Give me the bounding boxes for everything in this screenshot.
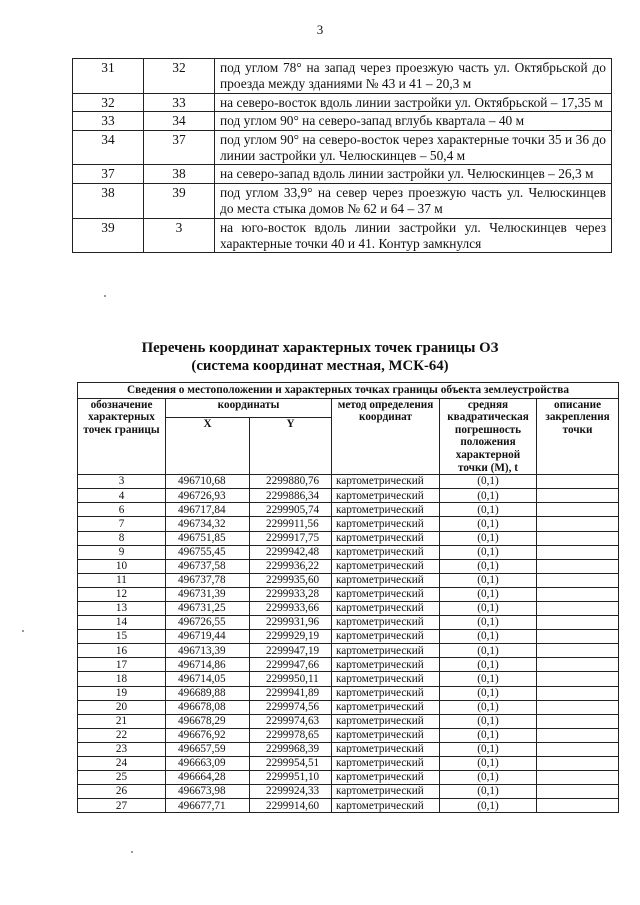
y-coordinate: 2299974,63 (250, 714, 332, 728)
boundary-from-point: 32 (73, 93, 144, 111)
table-row (78, 602, 619, 616)
point-number: 22 (78, 728, 166, 742)
x-coordinate: 496714,86 (166, 658, 250, 672)
boundary-row (73, 93, 612, 111)
boundary-from-point: 37 (73, 165, 144, 183)
y-coordinate: 2299880,76 (250, 475, 332, 489)
page-number: 3 (316, 22, 324, 37)
accuracy-cell: (0,1) (440, 503, 537, 517)
method-cell: картометрический (332, 616, 440, 630)
coordinates-header: координаты (166, 398, 332, 418)
point-number: 23 (78, 742, 166, 756)
point-number: 25 (78, 771, 166, 785)
description-cell (537, 602, 619, 616)
point-number: 6 (78, 503, 166, 517)
accuracy-cell: (0,1) (440, 545, 537, 559)
table-row (78, 757, 619, 771)
y-header: Y (250, 418, 332, 475)
coordinates-table-caption: Сведения о местоположении и характерных точках границы объекта землеустройства (78, 383, 619, 399)
x-coordinate: 496734,32 (166, 517, 250, 531)
method-cell: картометрический (332, 489, 440, 503)
method-header: метод определения координат (332, 398, 440, 475)
table-row (78, 799, 619, 813)
accuracy-cell: (0,1) (440, 785, 537, 799)
point-number: 11 (78, 573, 166, 587)
accuracy-cell: (0,1) (440, 587, 537, 601)
method-cell: картометрический (332, 602, 440, 616)
method-cell: картометрический (332, 658, 440, 672)
coordinates-subheading: (система координат местная, МСК-64) (191, 358, 449, 374)
description-cell (537, 587, 619, 601)
accuracy-cell: (0,1) (440, 630, 537, 644)
description-cell (537, 573, 619, 587)
point-number: 4 (78, 489, 166, 503)
x-coordinate: 496726,93 (166, 489, 250, 503)
point-number: 3 (78, 475, 166, 489)
method-cell: картометрический (332, 686, 440, 700)
point-header: обозначение характерных точек границы (78, 398, 166, 475)
y-coordinate: 2299931,96 (250, 616, 332, 630)
table-row (78, 630, 619, 644)
method-cell: картометрический (332, 799, 440, 813)
x-coordinate: 496664,28 (166, 771, 250, 785)
x-coordinate: 496663,09 (166, 757, 250, 771)
boundary-to-point: 37 (144, 130, 215, 165)
x-coordinate: 496689,88 (166, 686, 250, 700)
method-cell: картометрический (332, 728, 440, 742)
method-cell: картометрический (332, 757, 440, 771)
y-coordinate: 2299941,89 (250, 686, 332, 700)
table-row (78, 700, 619, 714)
y-coordinate: 2299950,11 (250, 672, 332, 686)
boundary-description: под углом 33,9° на север через проезжую часть ул. Челюскинцев до места стыка домов № 62 и 64 – 37 м (215, 183, 612, 218)
point-number: 17 (78, 658, 166, 672)
description-cell (537, 545, 619, 559)
y-coordinate: 2299914,60 (250, 799, 332, 813)
y-coordinate: 2299929,19 (250, 630, 332, 644)
description-cell (537, 672, 619, 686)
x-coordinate: 496719,44 (166, 630, 250, 644)
description-cell (537, 475, 619, 489)
description-cell (537, 700, 619, 714)
boundary-row (73, 218, 612, 253)
table-row (78, 545, 619, 559)
point-number: 8 (78, 531, 166, 545)
table-row (78, 714, 619, 728)
boundary-to-point: 38 (144, 165, 215, 183)
table-row (78, 559, 619, 573)
table-row (78, 517, 619, 531)
boundary-row (73, 130, 612, 165)
accuracy-cell: (0,1) (440, 658, 537, 672)
accuracy-cell: (0,1) (440, 714, 537, 728)
accuracy-cell: (0,1) (440, 517, 537, 531)
description-cell (537, 714, 619, 728)
y-coordinate: 2299978,65 (250, 728, 332, 742)
method-cell: картометрический (332, 742, 440, 756)
y-coordinate: 2299924,33 (250, 785, 332, 799)
y-coordinate: 2299942,48 (250, 545, 332, 559)
scan-speck (104, 295, 106, 297)
boundary-description: на северо-запад вдоль линии застройки ул. Челюскинцев – 26,3 м (215, 165, 612, 183)
table-row (78, 503, 619, 517)
accuracy-cell: (0,1) (440, 531, 537, 545)
description-cell (537, 517, 619, 531)
x-header: X (166, 418, 250, 475)
description-cell (537, 489, 619, 503)
point-number: 19 (78, 686, 166, 700)
y-coordinate: 2299933,66 (250, 602, 332, 616)
method-cell: картометрический (332, 785, 440, 799)
x-coordinate: 496657,59 (166, 742, 250, 756)
accuracy-cell: (0,1) (440, 602, 537, 616)
method-cell: картометрический (332, 475, 440, 489)
coordinates-heading: Перечень координат характерных точек границы ОЗ (141, 340, 499, 356)
point-number: 7 (78, 517, 166, 531)
table-row (78, 686, 619, 700)
boundary-from-point: 34 (73, 130, 144, 165)
x-coordinate: 496717,84 (166, 503, 250, 517)
point-number: 13 (78, 602, 166, 616)
method-cell: картометрический (332, 587, 440, 601)
point-number: 14 (78, 616, 166, 630)
accuracy-header: средняя квадратическая погрешность положения характерной точки (M), t (440, 398, 537, 475)
description-cell (537, 742, 619, 756)
table-row (78, 644, 619, 658)
boundary-description: под углом 78° на запад через проезжую часть ул. Октябрьской до проезда между зданиями № 43 и 41 – 20,3 м (215, 59, 612, 94)
accuracy-cell: (0,1) (440, 475, 537, 489)
accuracy-cell: (0,1) (440, 559, 537, 573)
point-number: 15 (78, 630, 166, 644)
y-coordinate: 2299911,56 (250, 517, 332, 531)
description-cell (537, 658, 619, 672)
description-cell (537, 771, 619, 785)
point-number: 12 (78, 587, 166, 601)
boundary-description: под углом 90° на северо-запад вглубь квартала – 40 м (215, 112, 612, 130)
method-cell: картометрический (332, 503, 440, 517)
description-cell (537, 757, 619, 771)
table-row (78, 531, 619, 545)
description-cell (537, 630, 619, 644)
description-cell (537, 644, 619, 658)
y-coordinate: 2299936,22 (250, 559, 332, 573)
method-cell: картометрический (332, 573, 440, 587)
point-number: 16 (78, 644, 166, 658)
y-coordinate: 2299905,74 (250, 503, 332, 517)
x-coordinate: 496737,78 (166, 573, 250, 587)
description-cell (537, 799, 619, 813)
accuracy-cell: (0,1) (440, 799, 537, 813)
x-coordinate: 496676,92 (166, 728, 250, 742)
x-coordinate: 496710,68 (166, 475, 250, 489)
table-row (78, 771, 619, 785)
y-coordinate: 2299954,51 (250, 757, 332, 771)
boundary-row (73, 165, 612, 183)
point-number: 21 (78, 714, 166, 728)
y-coordinate: 2299935,60 (250, 573, 332, 587)
table-row (78, 785, 619, 799)
coordinates-table (77, 382, 619, 813)
description-cell (537, 531, 619, 545)
boundary-to-point: 32 (144, 59, 215, 94)
x-coordinate: 496726,55 (166, 616, 250, 630)
description-cell (537, 616, 619, 630)
x-coordinate: 496714,05 (166, 672, 250, 686)
description-cell (537, 728, 619, 742)
table-row (78, 475, 619, 489)
method-cell: картометрический (332, 700, 440, 714)
y-coordinate: 2299947,19 (250, 644, 332, 658)
boundary-to-point: 3 (144, 218, 215, 253)
boundary-row (73, 112, 612, 130)
table-row (78, 489, 619, 503)
table-row (78, 587, 619, 601)
y-coordinate: 2299917,75 (250, 531, 332, 545)
boundary-to-point: 39 (144, 183, 215, 218)
table-row (78, 658, 619, 672)
accuracy-cell: (0,1) (440, 742, 537, 756)
boundary-description: под углом 90° на северо-восток через характерные точки 35 и 36 до линии застройки ул. Челюскинцев – 50,4 м (215, 130, 612, 165)
table-row (78, 728, 619, 742)
accuracy-cell: (0,1) (440, 757, 537, 771)
method-cell: картометрический (332, 531, 440, 545)
boundary-row (73, 59, 612, 94)
point-number: 18 (78, 672, 166, 686)
table-row (78, 742, 619, 756)
point-number: 9 (78, 545, 166, 559)
x-coordinate: 496677,71 (166, 799, 250, 813)
x-coordinate: 496731,39 (166, 587, 250, 601)
scan-speck (131, 851, 133, 853)
boundary-from-point: 33 (73, 112, 144, 130)
accuracy-cell: (0,1) (440, 771, 537, 785)
description-cell (537, 686, 619, 700)
table-row (78, 573, 619, 587)
boundary-to-point: 33 (144, 93, 215, 111)
x-coordinate: 496737,58 (166, 559, 250, 573)
boundary-description: на северо-восток вдоль линии застройки ул. Октябрьской – 17,35 м (215, 93, 612, 111)
y-coordinate: 2299951,10 (250, 771, 332, 785)
y-coordinate: 2299968,39 (250, 742, 332, 756)
accuracy-cell: (0,1) (440, 573, 537, 587)
method-cell: картометрический (332, 644, 440, 658)
x-coordinate: 496678,08 (166, 700, 250, 714)
boundary-to-point: 34 (144, 112, 215, 130)
method-cell: картометрический (332, 630, 440, 644)
table-row (78, 616, 619, 630)
description-cell (537, 503, 619, 517)
method-cell: картометрический (332, 672, 440, 686)
description-header: описание закрепления точки (537, 398, 619, 475)
boundary-row (73, 183, 612, 218)
boundary-description: на юго-восток вдоль линии застройки ул. Челюскинцев через характерные точки 40 и 41. Контур замкнулся (215, 218, 612, 253)
x-coordinate: 496731,25 (166, 602, 250, 616)
accuracy-cell: (0,1) (440, 700, 537, 714)
x-coordinate: 496755,45 (166, 545, 250, 559)
accuracy-cell: (0,1) (440, 616, 537, 630)
accuracy-cell: (0,1) (440, 644, 537, 658)
method-cell: картометрический (332, 517, 440, 531)
description-cell (537, 785, 619, 799)
point-number: 24 (78, 757, 166, 771)
boundary-description-table (72, 58, 612, 253)
accuracy-cell: (0,1) (440, 686, 537, 700)
y-coordinate: 2299974,56 (250, 700, 332, 714)
boundary-from-point: 39 (73, 218, 144, 253)
boundary-from-point: 31 (73, 59, 144, 94)
point-number: 26 (78, 785, 166, 799)
x-coordinate: 496751,85 (166, 531, 250, 545)
method-cell: картометрический (332, 545, 440, 559)
boundary-from-point: 38 (73, 183, 144, 218)
y-coordinate: 2299886,34 (250, 489, 332, 503)
accuracy-cell: (0,1) (440, 489, 537, 503)
table-row (78, 672, 619, 686)
description-cell (537, 559, 619, 573)
scan-speck (22, 630, 24, 632)
point-number: 27 (78, 799, 166, 813)
y-coordinate: 2299933,28 (250, 587, 332, 601)
method-cell: картометрический (332, 714, 440, 728)
accuracy-cell: (0,1) (440, 728, 537, 742)
method-cell: картометрический (332, 559, 440, 573)
x-coordinate: 496678,29 (166, 714, 250, 728)
accuracy-cell: (0,1) (440, 672, 537, 686)
method-cell: картометрический (332, 771, 440, 785)
point-number: 20 (78, 700, 166, 714)
y-coordinate: 2299947,66 (250, 658, 332, 672)
x-coordinate: 496713,39 (166, 644, 250, 658)
x-coordinate: 496673,98 (166, 785, 250, 799)
point-number: 10 (78, 559, 166, 573)
